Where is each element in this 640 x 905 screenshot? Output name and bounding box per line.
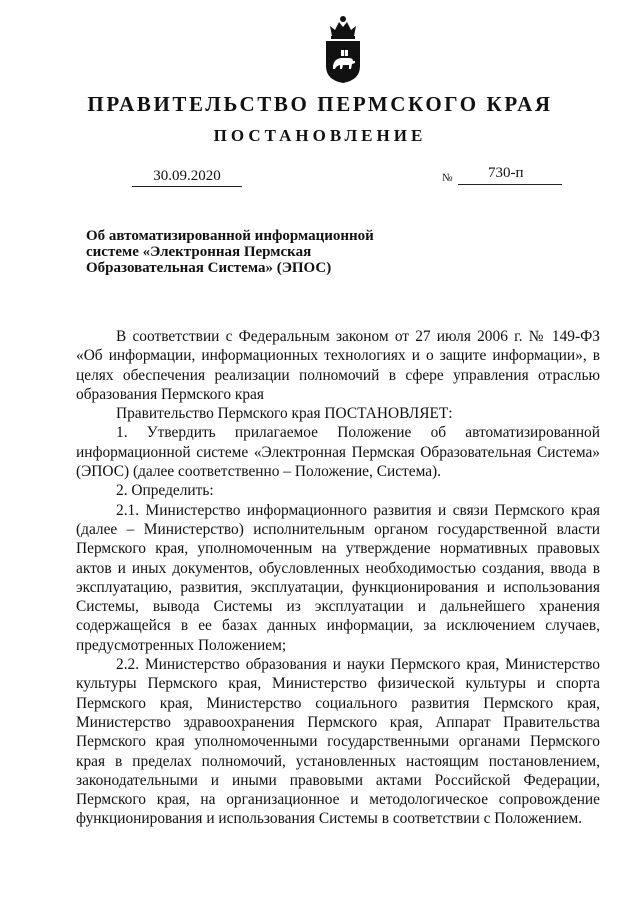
document-number: 730-п bbox=[488, 165, 524, 181]
paragraph-resolves: Правительство Пермского края ПОСТАНОВЛЯЕТ: bbox=[116, 405, 453, 423]
paragraph-item-2-1: 2.1. Министерство информационного развития и связи Пермского края (далее – Министерство) исполнительным органом государственной власти Пермского края, уполномоченным на утверждение нормативных правовых актов и иных документов, обусловленных необходимостью создания, ввода в эксплуатацию, развития, эксплуатации, функционирования и использования Системы, вывода Системы из эксплуатации и дальнейшего хранения содержащейся в ее базах данных информации, за исключением случаев, предусмотренных Положением; bbox=[76, 501, 600, 654]
paragraph-item-1: 1. Утвердить прилагаемое Положение об автоматизированной информационной системе «Электронная Пермская Образовательная Система» (ЭПОС) (далее соответственно – Положение, Система). bbox=[76, 424, 600, 481]
document-subject: Об автоматизированной информационной системе «Электронная Пермская Образовательная Система» (ЭПОС) bbox=[86, 228, 374, 276]
document-type-heading: ПОСТАНОВЛЕНИЕ bbox=[213, 126, 427, 145]
document-body bbox=[76, 327, 600, 829]
document-date: 30.09.2020 bbox=[132, 168, 242, 187]
paragraph-item-2-2: 2.2. Министерство образования и науки Пермского края, Министерство культуры Пермского края, Министерство физической культуры и спорта Пермского края, Министерство социального развития Пермского края, Министерство здравоохранения Пермского края, Аппарат Правительства Пермского края уполномоченными государственными органами Пермского края в пределах полномочий, установленных настоящим постановлением, законодательными и иными правовыми актами Российской Федерации, Пермского края, на организационное и методологическое сопровождение функционирования и использования Системы в соответствии с Положением. bbox=[76, 656, 600, 828]
government-title: ПРАВИТЕЛЬСТВО ПЕРМСКОГО КРАЯ bbox=[87, 92, 553, 116]
number-label: № bbox=[442, 172, 453, 184]
document-number-field bbox=[458, 165, 562, 185]
paragraph-preamble: В соответствии с Федеральным законом от 27 июля 2006 г. № 149-ФЗ «Об информации, информационных технологиях и о защите информации», в целях обеспечения реализации полномочий в сфере управления отраслью образования Пермского края bbox=[76, 328, 600, 403]
perm-krai-coat-of-arms-icon bbox=[322, 14, 364, 84]
paragraph-item-2: 2. Определить: bbox=[116, 482, 214, 500]
